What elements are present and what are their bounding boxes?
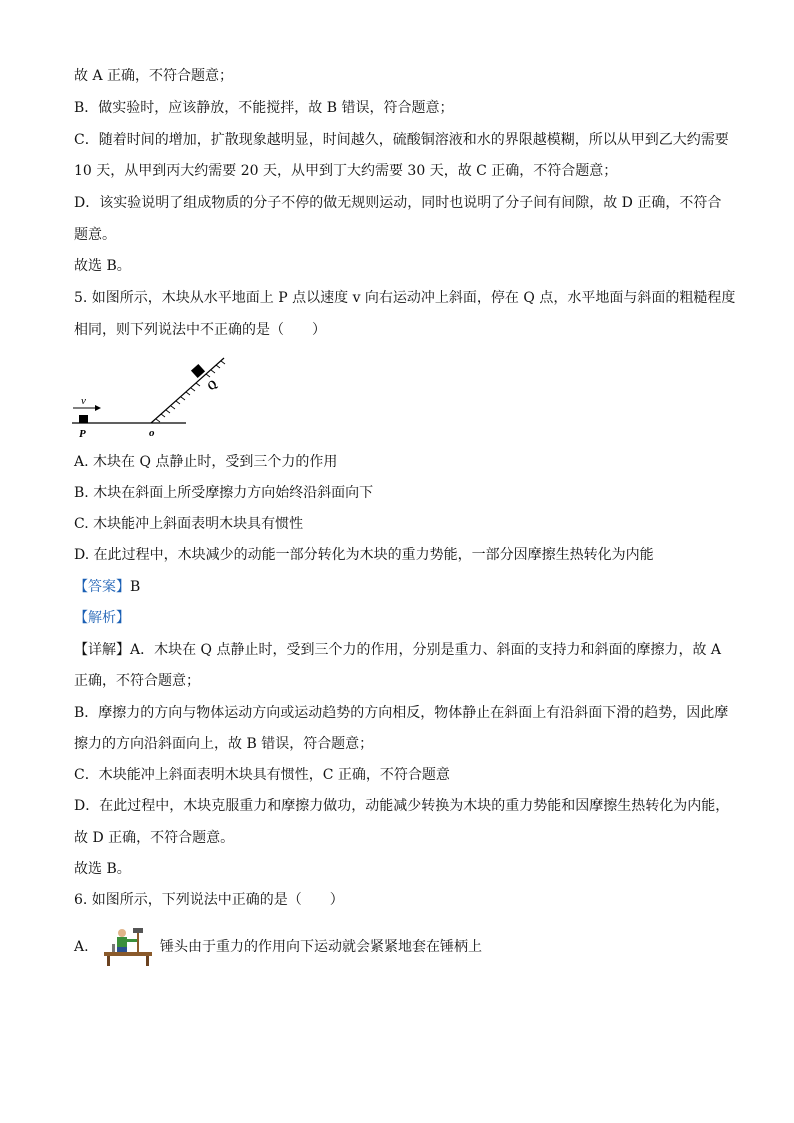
detail-tag: 【详解】	[74, 642, 130, 658]
option-b: B. 木块在斜面上所受摩擦力方向始终沿斜面向下	[74, 485, 374, 501]
detail-line: 故 D 正确，不符合题意。	[74, 830, 235, 846]
analysis-line	[74, 609, 130, 627]
detail-line: 故选 B。	[74, 861, 131, 877]
text-line: C．随着时间的增加，扩散现象越明显，时间越久，硫酸铜溶液和水的界限越模糊，所以从甲到乙大约需要	[74, 132, 729, 148]
question-6-stem: 6. 如图所示，下列说法中正确的是（ ）	[74, 892, 344, 908]
option-a: A. 木块在 Q 点静止时，受到三个力的作用	[74, 454, 338, 470]
answer-line	[74, 578, 140, 596]
option-d: D. 在此过程中，木块减少的动能一部分转化为木块的重力势能，一部分因摩擦生热转化为内能	[74, 547, 654, 563]
question-5-stem-cont: 相同，则下列说法中不正确的是（ ）	[74, 322, 326, 338]
block-at-p	[79, 415, 88, 423]
detail-line: B．摩擦力的方向与物体运动方向或运动趋势的方向相反，物体静止在斜面上有沿斜面下滑的趋势，因此摩	[74, 705, 729, 721]
label-q: Q	[203, 377, 220, 393]
detail-line: D．在此过程中，木块克服重力和摩擦力做功，动能减少转换为木块的重力势能和因摩擦生热转化为内能，	[74, 798, 730, 814]
text-line: 故选 B。	[74, 258, 131, 274]
question-5-stem: 5. 如图所示，木块从水平地面上 P 点以速度 v 向右运动冲上斜面，停在 Q 点，水平地面与斜面的粗糙程度	[74, 290, 736, 306]
text-line: 故 A 正确，不符合题意；	[74, 68, 234, 84]
text-line: 题意。	[74, 227, 116, 243]
q6-option-a-label: A.	[74, 939, 89, 955]
text-line: B．做实验时，应该静放，不能搅拌，故 B 错误，符合题意；	[74, 100, 454, 116]
detail-line: 正确，不符合题意；	[74, 673, 200, 689]
detail-line: C．木块能冲上斜面表明木块具有惯性，C 正确，不符合题意	[74, 767, 450, 783]
text-line: D．该实验说明了组成物质的分子不停的做无规则运动，同时也说明了分子间有间隙，故 D 正确，不符合	[74, 195, 722, 211]
answer-value: B	[130, 579, 141, 595]
label-p: P	[79, 428, 86, 438]
label-o: o	[149, 427, 155, 438]
arrow-head-icon	[95, 405, 101, 411]
option-c: C. 木块能冲上斜面表明木块具有惯性	[74, 516, 304, 532]
incline-figure	[70, 346, 260, 438]
detail-text: A．木块在 Q 点静止时，受到三个力的作用，分别是重力、斜面的支持力和斜面的摩擦力，故 A	[130, 642, 722, 658]
block-at-q	[191, 364, 205, 378]
detail-line	[74, 641, 721, 659]
answer-tag: 【答案】	[74, 579, 130, 595]
analysis-tag: 【解析】	[74, 610, 130, 626]
q6-option-a-text: 锤头由于重力的作用向下运动就会紧紧地套在锤柄上	[160, 939, 482, 955]
hammer-bench-illustration	[100, 926, 156, 968]
text-line: 10 天，从甲到丙大约需要 20 天，从甲到丁大约需要 30 天，故 C 正确，不符合题意；	[74, 163, 618, 179]
label-v: v	[81, 395, 86, 407]
detail-line: 擦力的方向沿斜面向上，故 B 错误，符合题意；	[74, 736, 374, 752]
